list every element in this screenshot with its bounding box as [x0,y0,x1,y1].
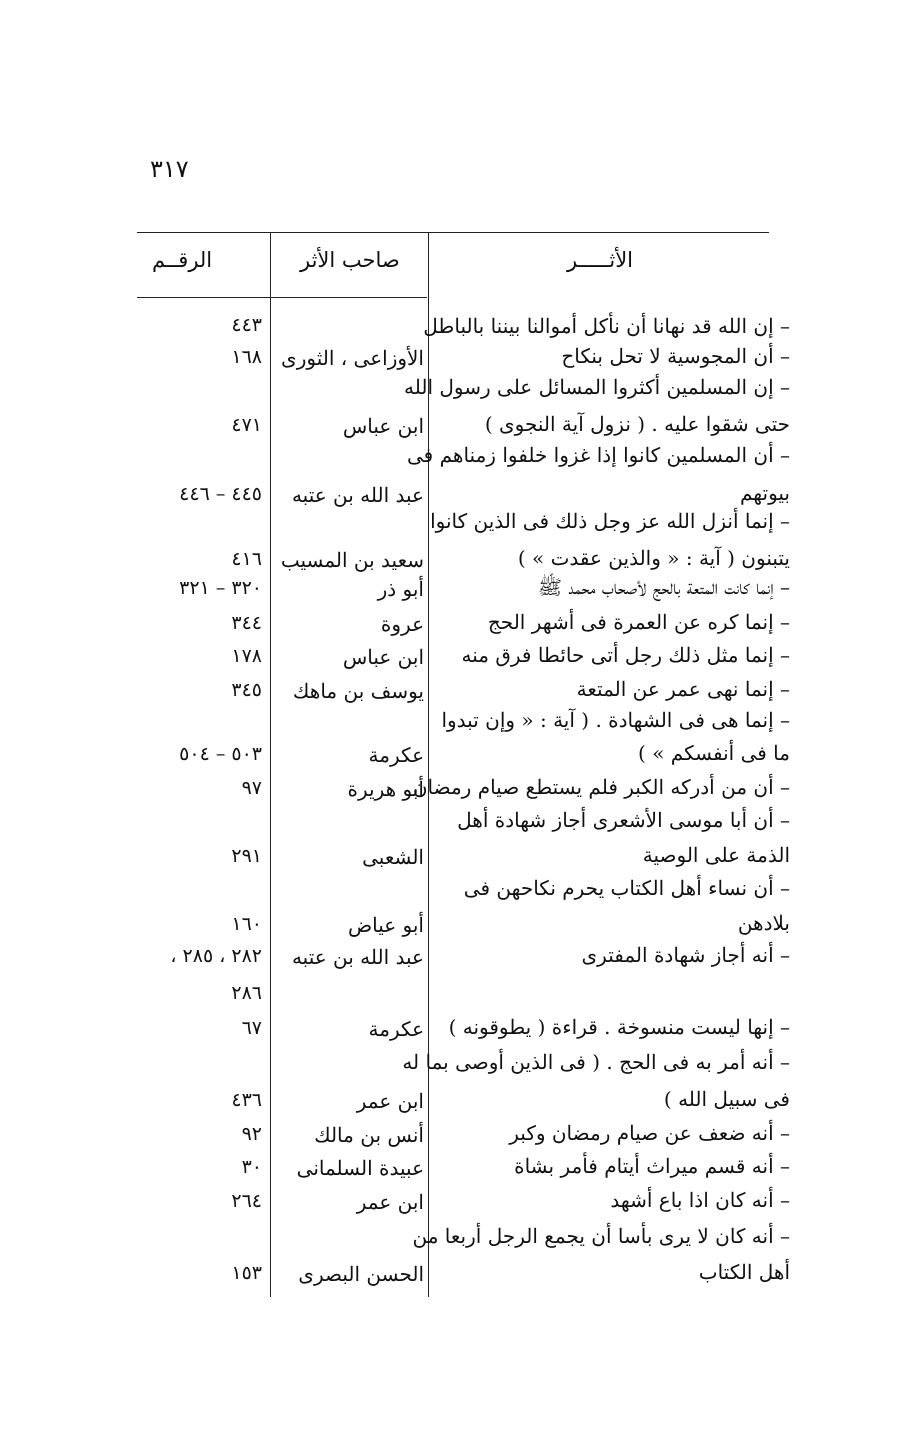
number-cell: ٩٢ [241,1123,262,1145]
number-cell: ٤٤٣ [231,314,262,336]
number-cell: ١٥٣ [231,1262,262,1284]
athar-line: – أنه كان اذا باع أشهد [610,1188,790,1212]
header-athar: الأثـــــر [567,248,634,272]
owner-cell: ابن عمر [356,1190,424,1214]
number-cell: ٢٦٤ [231,1190,262,1212]
athar-line: ما فى أنفسكم » ) [638,741,790,765]
number-cell: ٦٧ [241,1017,262,1039]
number-cell: ٣٠ [241,1156,262,1178]
athar-line: – أنه قسم ميراث أيتام فأمر بشاة [514,1154,790,1178]
number-cell: ٤٤٥ – ٤٤٦ [179,483,262,505]
athar-line: – أن أبا موسى الأشعرى أجاز شهادة أهل [457,808,790,832]
athar-line: أهل الكتاب [698,1260,790,1284]
athar-line: – إنما كانت المتعة بالحج لأصحاب محمد ﷺ [537,575,790,599]
athar-line: حتى شقوا عليه . ( نزول آية النجوى ) [484,412,790,436]
owner-cell: أبو عياض [347,913,424,937]
athar-line: – أن المجوسية لا تحل بنكاح [561,344,790,368]
owner-cell: الأوزاعى ، الثورى [281,346,424,370]
owner-cell: ابن عباس [342,414,424,438]
number-cell: ٤١٦ [231,548,262,570]
athar-line: – إنما هى فى الشهادة . ( آية : « وإن تبدوا [441,708,790,732]
owner-cell: عبد الله بن عتبه [291,945,424,969]
number-cell: ٢٩١ [231,845,262,867]
owner-cell: عروة [380,612,424,636]
number-cell: ٣٤٤ [231,612,262,634]
athar-line: – أن المسلمين كانوا إذا غزوا خلفوا زمناهم فى [407,443,790,467]
athar-line: الذمة على الوصية [642,843,790,867]
athar-line: بلادهن [737,911,790,935]
athar-line: – أنه ضعف عن صيام رمضان وكبر [509,1121,790,1145]
owner-cell: أبو ذر [377,577,424,601]
number-cell: ٤٣٦ [231,1089,262,1111]
number-cell: ٥٠٣ – ٥٠٤ [179,743,262,765]
column-divider-left [270,232,271,1297]
number-cell: ٢٨٦ [231,982,262,1004]
page-number: ٣١٧ [150,155,189,183]
number-cell: ١٦٠ [231,913,262,935]
number-cell: ١٧٨ [231,645,262,667]
owner-cell: عبيدة السلمانى [296,1156,424,1180]
athar-line: – إن المسلمين أكثروا المسائل على رسول الله [404,375,790,399]
owner-cell: ابن عمر [356,1089,424,1113]
athar-line: فى سبيل الله ) [663,1087,790,1111]
athar-line: – أنه أمر به فى الحج . ( فى الذين أوصى بما له [402,1050,790,1074]
header-number: الرقــم [152,248,213,272]
athar-line: – أن نساء أهل الكتاب يحرم نكاحهن فى [463,876,790,900]
table-top-rule [137,232,769,233]
athar-line: – أن من أدركه الكبر فلم يستطع صيام رمضان [412,775,790,799]
athar-line: – إنما كره عن العمرة فى أشهر الحج [487,610,790,634]
number-cell: ٣٤٥ [231,679,262,701]
header-rule [137,297,427,298]
owner-cell: أنس بن مالك [314,1123,424,1147]
number-cell: ٩٧ [241,777,262,799]
number-cell: ٤٧١ [231,414,262,436]
athar-line: – إنها ليست منسوخة . قراءة ( يطوقونه ) [448,1015,790,1039]
athar-line: – إنما نهى عمر عن المتعة [576,677,790,701]
owner-cell: ابن عباس [342,645,424,669]
number-cell: ٢٨٢ ، ٢٨٥ ، [170,945,262,967]
owner-cell: عكرمة [368,743,424,767]
owner-cell: عكرمة [368,1017,424,1041]
header-owner: صاحب الأثر [300,248,400,272]
athar-line: – إنما أنزل الله عز وجل ذلك فى الذين كانوا [430,509,790,533]
athar-line: يتبنون ( آية : « والذين عقدت » ) [517,546,790,570]
owner-cell: عبد الله بن عتبه [291,483,424,507]
owner-cell: يوسف بن ماهك [292,679,424,703]
athar-line: – إنما مثل ذلك رجل أتى حائطا فرق منه [461,643,790,667]
number-cell: ١٦٨ [231,346,262,368]
owner-cell: سعيد بن المسيب [280,548,424,572]
athar-line: – إن الله قد نهانا أن نأكل أموالنا بيننا بالباطل [423,314,790,338]
athar-line: – أنه أجاز شهادة المفترى [581,943,790,967]
owner-cell: الشعبى [362,845,424,869]
number-cell: ٣٢٠ – ٣٢١ [179,577,262,599]
owner-cell: أبو هريرة [347,777,424,801]
owner-cell: الحسن البصرى [298,1262,424,1286]
athar-line: – أنه كان لا يرى بأسا أن يجمع الرجل أربعا من [412,1224,790,1248]
athar-line: بيوتهم [739,481,790,505]
